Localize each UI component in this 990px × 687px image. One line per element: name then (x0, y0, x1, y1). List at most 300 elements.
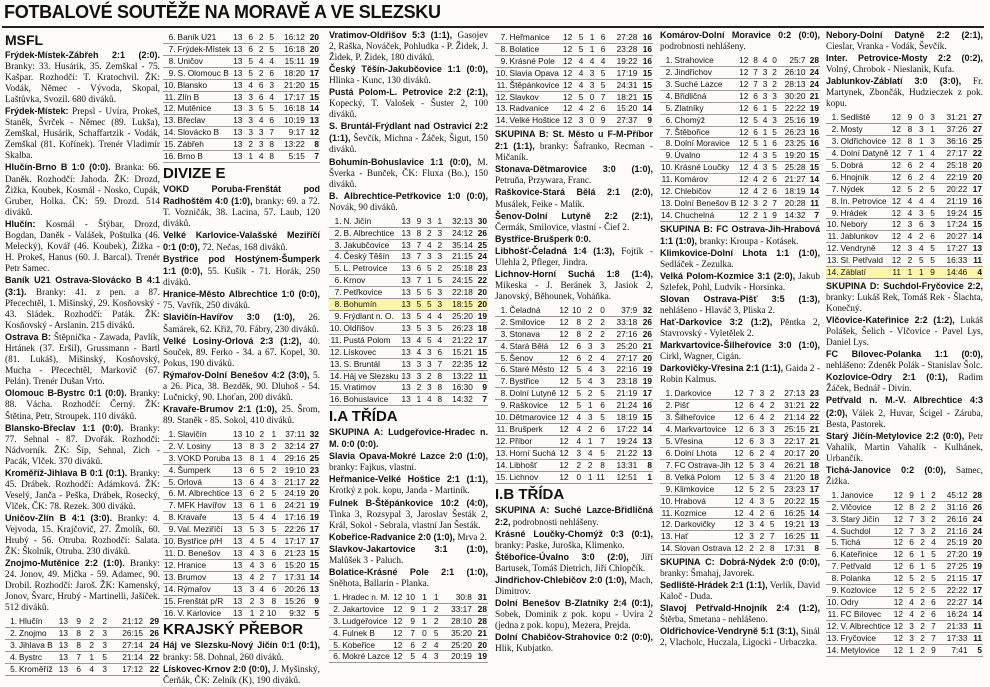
table-cell: 4 (570, 424, 583, 436)
match-result: Šenov-Dolní Lutyně 2:2 (2:1), (495, 210, 653, 221)
match-report (495, 211, 653, 234)
match-report (329, 191, 488, 214)
table-cell: 13 (231, 79, 243, 91)
table-cell: 12. (827, 620, 839, 631)
table-cell: 4 (582, 376, 593, 388)
team-name: V. Losiny (177, 440, 232, 452)
table-cell: 21 (473, 627, 488, 639)
team-name: Kateřinice (840, 549, 892, 561)
table-cell: 5 (926, 573, 937, 585)
table-cell: 7. (163, 500, 177, 512)
table-cell: 27:14 (108, 640, 144, 652)
table-cell: 13 (399, 382, 411, 394)
table-cell: 9 (638, 115, 653, 127)
table-cell: 37:9 (606, 305, 638, 316)
match-result: Kobeřice-Radvanice 2:0 (1:0), (329, 531, 456, 542)
table-cell: 8 (765, 543, 775, 555)
table-cell: 31:16 (937, 501, 969, 513)
table-cell: 27:17 (606, 352, 638, 364)
table-row (5, 628, 160, 640)
table-cell: 13 (399, 227, 411, 239)
table-row (495, 388, 653, 400)
table-cell: 1 (243, 607, 255, 619)
table-cell: 7 (265, 571, 277, 583)
table-cell: 17:24 (936, 219, 968, 231)
table-cell: 16:33 (936, 255, 968, 267)
table-cell: 1 (265, 429, 277, 440)
match-details: branky: Šafranko, Recman - Mičaník. (495, 142, 653, 164)
table-cell: 12. (164, 103, 176, 114)
match-result: Fulnek B-Štěpánkovice 10:2 (4:0), (329, 497, 488, 508)
table-cell: 12 (892, 608, 904, 620)
table-cell: 28 (473, 615, 488, 627)
team-name: Bystrc (18, 652, 56, 664)
match-result: Hranice-Město Albrechtice 1:0 (0:0), (163, 289, 320, 300)
table-cell: 25:16 (778, 114, 807, 126)
ib-group-a-reports (495, 505, 653, 656)
table-cell: 31:21 (776, 400, 806, 412)
team-name: Frýdlant n. O. (343, 311, 400, 323)
table-cell: 14 (306, 571, 320, 583)
table-cell: 26:15 (108, 628, 144, 640)
table-cell: 3 (915, 525, 926, 537)
table-row (826, 632, 983, 644)
table-cell: 19 (638, 376, 653, 388)
table-cell: 12. (496, 435, 508, 446)
table-cell: 3 (759, 78, 768, 90)
team-name: Nebory (840, 219, 890, 231)
table-cell: 16:18 (275, 43, 306, 55)
table-cell: 5. (5, 663, 18, 675)
match-report (826, 349, 983, 372)
match-report (826, 281, 983, 315)
table-cell: 1 (416, 603, 428, 615)
match-details: Fojtík - Ulehla 2, Pfleger, Jindra. (495, 246, 653, 268)
match-result: Heřmanice-Velké Hoštice 2:1 (1:1), (329, 474, 488, 485)
table-cell: 7 (926, 632, 937, 644)
table-cell: 4. (5, 652, 18, 664)
table-row (660, 209, 820, 221)
table-cell: 5 (749, 138, 758, 150)
table-row (163, 440, 320, 452)
team-name: Bystřice (509, 376, 558, 388)
table-cell: 4 (243, 571, 255, 583)
match-result: SKUPINA B: FC Ostrava-Jih-Hrabová 1:1 (1:0), (660, 223, 820, 246)
table-cell: 3 (759, 162, 768, 174)
table-cell: 2 (82, 628, 95, 640)
table-cell: 12 (892, 525, 904, 537)
table-cell: 16:24 (937, 608, 969, 620)
table-cell: 9 (595, 115, 606, 127)
table-cell: 1 (915, 490, 926, 501)
table-cell: 3 (584, 67, 595, 79)
team-name: Petřvald (840, 561, 892, 573)
table-cell: 3 (768, 114, 777, 126)
table-cell: 3 (412, 358, 422, 370)
table-cell: 5. (826, 537, 840, 549)
table-cell: 36:16 (936, 136, 968, 148)
table-row (495, 376, 653, 388)
table-row (826, 513, 983, 525)
team-name: MFK Havířov (177, 500, 232, 512)
table-cell: 8 (243, 452, 255, 464)
table-cell: 12 (561, 103, 573, 115)
match-report (495, 505, 653, 529)
match-report (495, 234, 653, 246)
table-cell: 12 (557, 388, 570, 400)
table-cell: 5 (926, 585, 937, 597)
table-cell: 12 (557, 471, 570, 483)
table-cell: 2 (584, 103, 595, 115)
table-row (329, 287, 488, 299)
ia-group-b-table (495, 305, 653, 484)
team-name: Stará Bělá (509, 340, 558, 352)
table-cell: 22 (968, 148, 983, 160)
team-name: Krásné Loučky (674, 162, 738, 174)
table-cell: 16 (807, 126, 820, 138)
match-result: Nebory-Dolní Datyně 2:2 (2:1), (826, 30, 983, 40)
table-cell: 15 (306, 559, 320, 571)
table-cell: 19 (968, 549, 983, 561)
table-cell: 26:23 (778, 126, 807, 138)
table-cell: 12 (890, 124, 903, 136)
table-cell: 3 (254, 139, 265, 151)
table-cell: 7. (329, 287, 343, 299)
team-name: Dolní Benešov B (674, 197, 737, 208)
table-cell: 18:20 (275, 67, 306, 79)
table-cell: 12 (739, 162, 749, 173)
table-cell: 2 (255, 571, 265, 583)
table-cell: 2 (926, 513, 937, 525)
team-name: Vendryně (840, 243, 890, 255)
table-cell: 5 (428, 627, 440, 639)
table-row (329, 346, 488, 358)
table-cell: 14. (661, 209, 673, 220)
team-name: Petřkovice (343, 287, 400, 299)
table-cell: 26:16 (937, 513, 969, 525)
table-cell: 1 (416, 592, 428, 603)
match-result: Háj ve Slezsku-Nový Jičín 0:1 (0:1), (163, 640, 320, 651)
team-name: B. Albrechtice (343, 227, 400, 239)
table-cell: 12 (890, 207, 903, 219)
table-cell: 6 (243, 464, 255, 476)
ib-group-c-reports-cont (826, 30, 983, 110)
table-row (826, 573, 983, 585)
table-cell: 3 (95, 640, 108, 652)
team-name: Kozmice (674, 507, 733, 519)
match-result: Krásné Loučky-Chomýž 0:3 (0:1), (495, 528, 653, 539)
table-row (826, 148, 983, 160)
table-row (329, 334, 488, 346)
team-name: Komárov (674, 174, 738, 186)
team-name: Břidličná (674, 90, 738, 102)
match-report (5, 50, 160, 106)
match-result: Tichá-Janovice 0:2 (0:0), (826, 464, 946, 475)
table-cell: 28:13 (778, 78, 807, 90)
table-row (495, 43, 653, 55)
match-details: Prepsl - Uvíra, Prokeš, Staněk, Švrček - Němec (89. Lukša), Zemškal, Husárik, Schaffartzik - Vodák, Zemškal (81. Kořínek). Trenér Vladimír Skalba. (5, 107, 160, 162)
table-row (660, 186, 820, 198)
table-cell: 9 (904, 490, 915, 501)
table-row (826, 620, 983, 632)
table-cell: 18:15 (443, 299, 474, 311)
table-cell: 10. (827, 597, 839, 608)
table-row (329, 382, 488, 394)
table-cell: 14 (968, 608, 983, 620)
match-details: 26. Šamárek, 62. Křiž, 70. Fábry, 230 diváků. (163, 313, 321, 335)
match-report (5, 513, 160, 558)
match-details: Verlík, David Kaloč - Duda. (660, 581, 820, 603)
match-details: 25. Šrom, 89. Staněk - 85. Sokol, 410 diváků. (163, 404, 320, 426)
team-name: Radvanice (509, 103, 561, 115)
table-cell: 4 (570, 435, 583, 447)
table-cell: 27:28 (606, 32, 638, 43)
table-cell: 24:15 (443, 275, 474, 287)
match-details: branky: Lukáš Rek, Tomáš Rek - Šlachta, Konečný. (826, 293, 983, 315)
table-cell: 12 (391, 651, 404, 663)
table-cell: 28 (473, 603, 488, 615)
team-name: Vratimov (343, 382, 400, 394)
match-details: Malůšek 3 - Paluch. (329, 555, 404, 566)
table-cell: 15 (807, 150, 820, 162)
table-cell: 13 (399, 394, 411, 406)
table-cell: 13. (330, 358, 342, 369)
table-cell: 24 (474, 251, 488, 263)
table-cell: 15 (806, 495, 820, 507)
table-cell: 3 (243, 103, 254, 115)
table-cell: 3 (255, 548, 265, 560)
section-heading-ib: I.B TŘÍDA (495, 485, 565, 503)
match-report (163, 184, 320, 230)
match-details: Tinka 3, Rozsypal 3, Jaroslav Šesták 2, Král, Sokol - Sebrala, vlastní Jan Šesták. (329, 509, 488, 531)
table-cell: 12 (557, 400, 570, 412)
table-cell: 20 (968, 159, 983, 171)
team-name: Kobeřice (341, 639, 391, 651)
table-cell: 1. (660, 388, 674, 399)
table-cell: 21:27 (778, 174, 807, 186)
table-cell: 4 (749, 162, 758, 174)
table-row (826, 231, 983, 243)
match-result: Slavičín-Havířov 3:0 (1:0), (163, 312, 295, 323)
table-cell: 1 (82, 652, 95, 664)
table-cell: 11. (661, 174, 673, 185)
table-cell: 11. (164, 91, 176, 102)
table-cell: 2 (759, 174, 768, 186)
table-cell: 12 (557, 364, 570, 376)
table-cell: 3 (433, 227, 443, 239)
match-result: Slovan Ostrava-Pišť 3:5 (1:3), (660, 294, 820, 305)
table-row (826, 255, 983, 267)
table-cell: 2 (915, 632, 926, 644)
team-name: Dobrá (840, 159, 890, 171)
team-name: Nýdek (840, 183, 890, 195)
table-cell: 8 (433, 382, 443, 394)
table-cell: 12 (474, 358, 488, 370)
table-cell: 5 (768, 162, 777, 174)
table-cell: 12 (391, 627, 404, 639)
table-cell: 11 (968, 620, 983, 632)
table-cell: 21:22 (443, 334, 474, 346)
table-cell: 9. (660, 150, 674, 162)
table-cell: 17:33 (937, 632, 969, 644)
team-name: Hranice (177, 559, 232, 571)
table-row (826, 112, 983, 123)
table-row (163, 43, 320, 55)
table-cell: 3 (422, 382, 432, 394)
table-cell: 3 (433, 251, 443, 263)
table-cell: 2 (593, 316, 605, 328)
table-cell: 9 (403, 615, 416, 627)
match-result: Petřvald n. M.-V. Albrechtice 4:3 (2:0), (826, 395, 983, 418)
match-report (5, 468, 160, 513)
table-cell: 6 (749, 126, 758, 138)
table-cell: 21:20 (275, 79, 306, 91)
table-cell: 27:13 (776, 388, 806, 399)
table-cell: 6 (765, 507, 775, 519)
match-report (329, 451, 488, 474)
table-cell: 6 (243, 476, 255, 488)
match-result: Lískovec-Krnov 2:0 (0:0), (163, 663, 271, 674)
table-cell: 21:33 (937, 620, 969, 632)
table-cell: 2 (428, 615, 440, 627)
team-name: N. Jičín (343, 216, 400, 227)
table-cell: 23:23 (776, 483, 806, 495)
table-cell: 23:18 (606, 376, 638, 388)
table-cell: 1 (925, 124, 936, 136)
match-details: Branky: 33. Husárik, 35. Zemškal - 75. Kašpar. Rozhodčí: T. Kratochvil. ŽK: Vodák, Němec - Vývoda, Skopal, Laštůvka, Svozil. 680 diváků. (5, 62, 160, 106)
table-cell: 1 (915, 561, 926, 573)
table-cell: 20 (806, 447, 820, 459)
team-name: Vřesina (674, 436, 733, 448)
team-name: V. Karlovice (177, 607, 232, 619)
table-cell: 2 (915, 585, 926, 597)
table-cell: 17 (968, 183, 983, 195)
table-cell: 5. (329, 263, 343, 275)
table-cell: 21:15 (937, 573, 969, 585)
table-cell: 12 (892, 597, 904, 609)
match-result: Bohumín-Bohuslavice 1:1 (0:0), (329, 156, 472, 167)
table-cell: 2 (255, 488, 265, 500)
match-report (329, 474, 488, 497)
table-cell: 12 (732, 447, 744, 459)
table-cell: 13 (399, 358, 411, 370)
match-details: 55. Kušík - 71. Horák, 250 diváků. (163, 267, 321, 289)
table-cell: 3 (755, 495, 765, 507)
table-cell: 13 (232, 595, 243, 606)
table-cell: 4 (745, 495, 755, 507)
table-row (329, 299, 488, 311)
team-name: M. Albrechtice (177, 488, 230, 499)
table-row (660, 447, 820, 459)
table-cell: 5 (243, 55, 254, 67)
table-cell: 24:31 (606, 79, 638, 91)
table-cell: 4 (582, 447, 593, 459)
team-name: Hrabová (674, 495, 733, 507)
table-cell: 4 (422, 239, 432, 251)
table-cell: 25:18 (936, 159, 968, 171)
table-cell: 5. (329, 639, 341, 651)
table-cell: 13 (56, 640, 69, 652)
table-cell: 7. (163, 43, 177, 55)
table-cell: 3 (759, 90, 768, 102)
match-report (5, 558, 160, 614)
team-name: S. Olomouc B (177, 67, 232, 79)
match-report (163, 404, 320, 427)
table-row (495, 459, 653, 471)
table-cell: 3. (660, 78, 674, 90)
table-row (163, 115, 320, 127)
table-cell: 5 (904, 573, 915, 585)
table-cell: 10:19 (275, 115, 306, 127)
team-name: Kozlovice (840, 585, 892, 597)
table-cell: 7 (765, 531, 775, 543)
table-cell: 21 (638, 340, 653, 352)
table-row (495, 316, 653, 328)
table-cell: 5 (570, 376, 583, 388)
table-cell: 3 (428, 651, 440, 663)
table-cell: 21 (806, 424, 820, 436)
table-cell: 8 (749, 55, 758, 66)
table-cell: 21:14 (776, 412, 806, 424)
table-cell: 2 (255, 429, 265, 440)
msfl-reports (5, 50, 160, 614)
table-cell: 6. (329, 651, 341, 663)
table-cell: 1 (433, 216, 443, 227)
table-cell: 3 (925, 219, 936, 231)
table-cell: 5 (765, 519, 775, 531)
table-row (329, 615, 488, 627)
table-cell: 20 (474, 287, 488, 299)
match-details: branky: Šmahaj, Javorek. (660, 569, 755, 580)
table-cell: 4. (826, 525, 840, 537)
table-cell: 20:28 (778, 197, 807, 209)
table-cell: 22 (144, 652, 160, 664)
table-cell: 5 (422, 299, 432, 311)
table-cell: 27 (306, 440, 320, 452)
table-cell: 4 (433, 334, 443, 346)
match-report (495, 269, 653, 303)
table-cell: 5 (925, 243, 936, 255)
match-report (5, 275, 160, 332)
table-cell: 4 (254, 151, 265, 163)
match-result: B. Albrechtice-Petřkovice 1:0 (0:0), (329, 190, 488, 201)
table-row (660, 495, 820, 507)
table-cell: 4 (755, 400, 765, 412)
table-cell: 10 (266, 607, 277, 618)
match-result: Blansko-Břeclav 1:1 (0:0). (5, 422, 124, 433)
table-cell: 10 (403, 592, 416, 603)
team-name: Šilheřovice (674, 412, 733, 424)
table-row (826, 549, 983, 561)
table-cell: 12 (732, 507, 744, 519)
table-cell: 13 (399, 311, 411, 323)
team-name: Orlová (177, 476, 232, 488)
table-cell: 3 (749, 197, 758, 209)
table-row (660, 114, 820, 126)
table-cell: 9 (768, 209, 777, 221)
table-cell: 16. (164, 607, 176, 618)
table-cell: 6 (265, 559, 277, 571)
table-cell: 12 (557, 459, 570, 471)
table-cell: 5 (904, 585, 915, 597)
match-report (660, 224, 820, 248)
table-cell: 14. (330, 370, 342, 381)
match-result: Český Těšín-Jakubčovice 1:1 (0:0), (329, 64, 488, 75)
table-cell: 6 (593, 400, 605, 412)
table-cell: 8 (433, 394, 443, 406)
table-cell: 12 (391, 615, 404, 627)
team-name: Jakubčovice (343, 239, 400, 251)
